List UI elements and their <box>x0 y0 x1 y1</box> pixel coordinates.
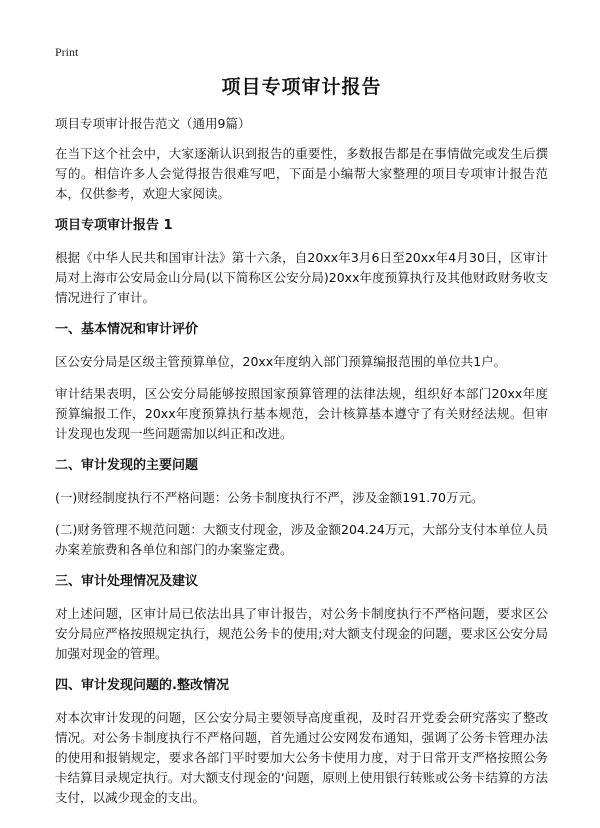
section-paragraph: 对本次审计发现的问题，区公安分局主要领导高度重视，及时召开党委会研究落实了整改情况。对公务卡制度执行不严格问题，首先通过公安网发布通知，强调了公务卡管理办法的使用和报销规定，要求各部门平时要加大公务卡使用力度，对于日常开支严格按照公务卡结算目录规定执行。对大额支付现金的‘问题，原则上使用银行转账或公务卡结算的方法支付，以减少现金的支出。 <box>55 710 548 805</box>
section-paragraph: (一)财经制度执行不严格问题：公务卡制度执行不严，涉及金额191.70万元。 <box>55 490 484 505</box>
section-paragraph: 对上述问题，区审计局已依法出具了审计报告，对公务卡制度执行不严格问题，要求区公安分局应严格按照规定执行，规范公务卡的使用;对大额支付现金的问题，要求区公安分局加强对现金的管理。 <box>55 606 548 661</box>
section-paragraph: 审计结果表明，区公安分局能够按照国家预算管理的法律法规，组织好本部门20xx年度预算编报工作，20xx年度预算执行基本规范，会计核算基本遵守了有关财经法规。但审计发现也发现一些问题需加以纠正和改进。 <box>55 386 548 441</box>
section-heading-basic-info: 一、基本情况和审计评价 <box>55 322 199 337</box>
print-label: Print <box>55 45 79 59</box>
section-heading-handling: 三、审计处理情况及建议 <box>55 574 199 589</box>
page-title: 项目专项审计报告 <box>221 76 382 98</box>
section-paragraph: (二)财务管理不规范问题：大额支付现金，涉及金额204.24万元，大部分支付本单位人员办案差旅费和各单位和部门的办案鉴定费。 <box>55 522 548 557</box>
document-subtitle: 项目专项审计报告范文（通用9篇） <box>55 116 251 131</box>
section-heading-rectification: 四、审计发现问题的.整改情况 <box>55 678 229 693</box>
section-heading-main-issues: 二、审计发现的主要问题 <box>55 458 199 473</box>
section-paragraph: 区公安分局是区级主管预算单位，20xx年度纳入部门预算编报范围的单位共1户。 <box>55 354 507 369</box>
report-heading: 项目专项审计报告 1 <box>55 218 173 233</box>
report-intro-paragraph: 根据《中华人民共和国审计法》第十六条，自20xx年3月6日至20xx年4月30日，区审计局对上海市公安局金山分局(以下简称区公安分局)20xx年度预算执行及其他财政财务收支情况进行了审计。 <box>55 250 548 305</box>
intro-paragraph: 在当下这个社会中，大家逐渐认识到报告的重要性，多数报告都是在事情做完或发生后撰写的。相信许多人会觉得报告很难写吧，下面是小编帮大家整理的项目专项审计报告范本，仅供参考，欢迎大家阅读。 <box>55 146 548 201</box>
